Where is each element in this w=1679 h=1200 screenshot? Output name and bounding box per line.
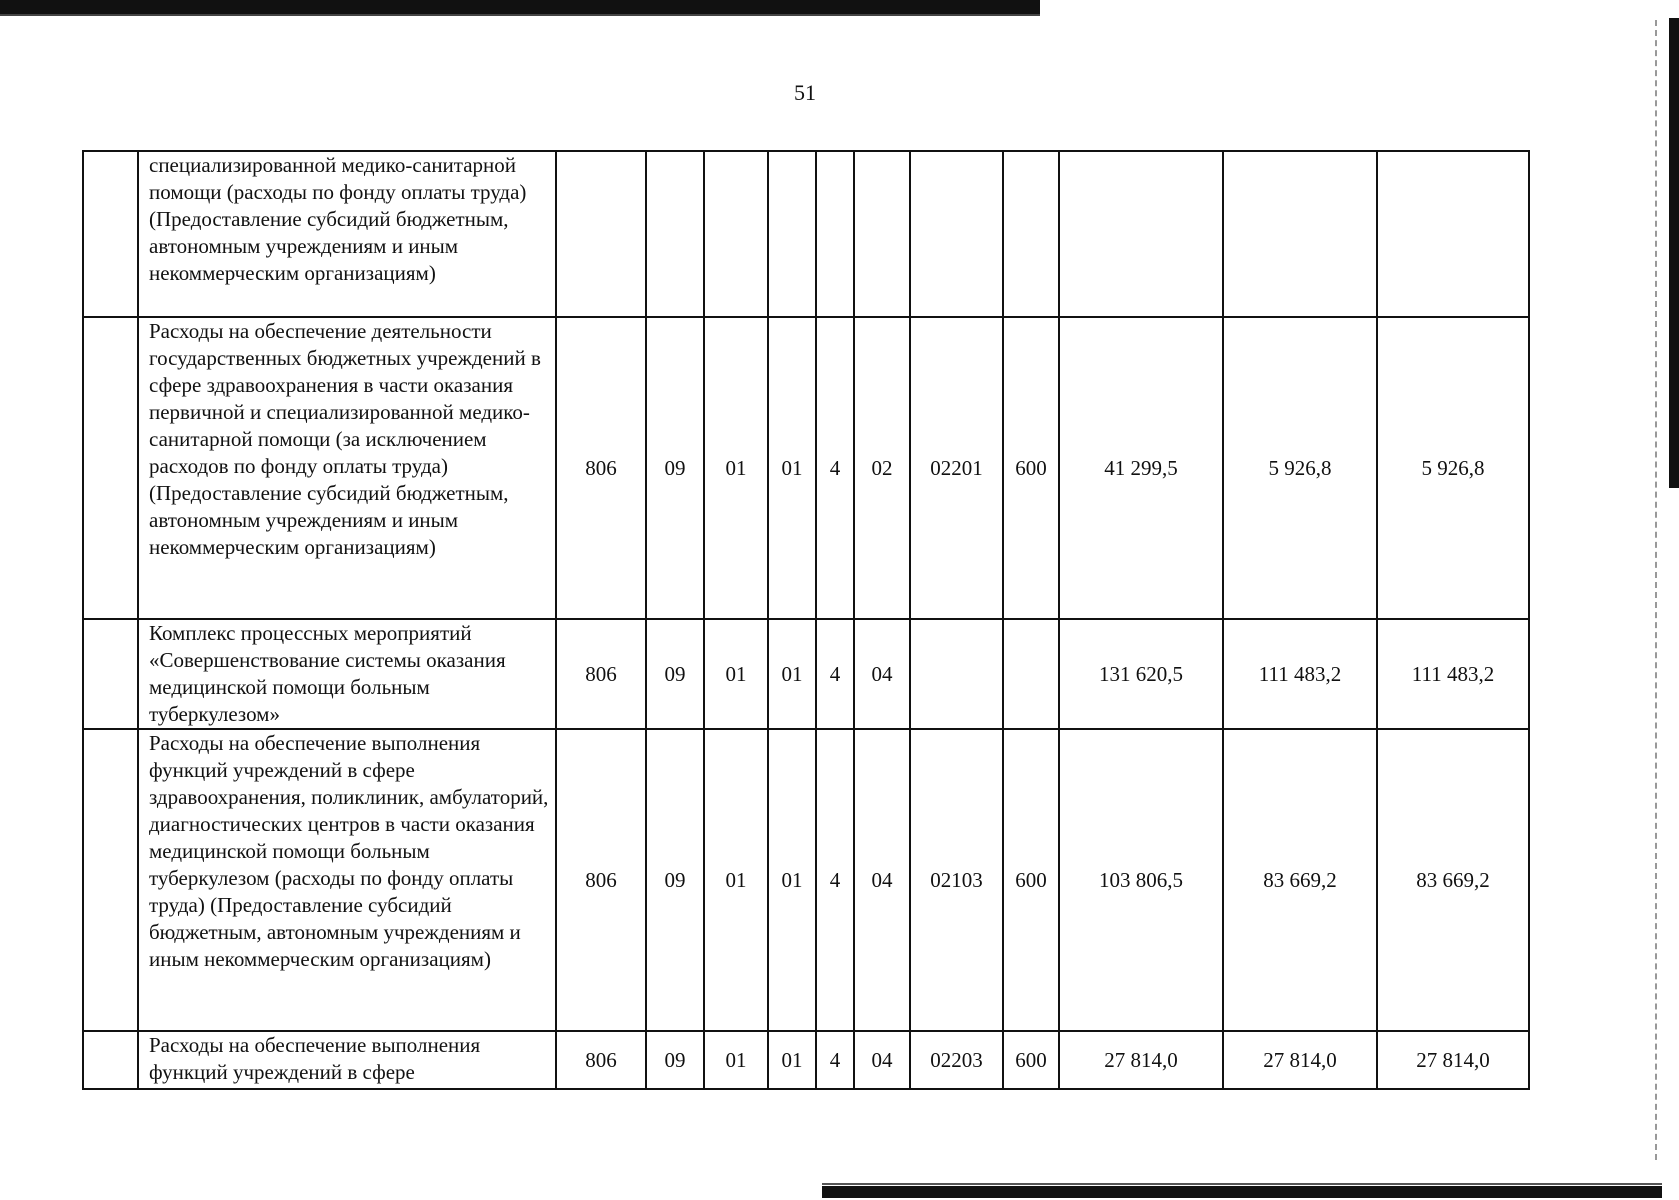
program-code-cell: 01 <box>768 729 816 1031</box>
direction-code-cell: 02103 <box>910 729 1003 1031</box>
amount-3-cell: 27 814,0 <box>1377 1031 1529 1089</box>
description-cell: Расходы на обеспечение деятельности государственных бюджетных учреждений в сфере здравоохранения в части оказания первичной и специализированной медико-санитарной помощи (за исключением расходов по фонду оплаты труда) (Предоставление субсидий бюджетным, автономным учреждениям и иным некоммерческим организациям) <box>138 317 556 619</box>
program-type-cell <box>816 151 854 317</box>
direction-code-cell <box>910 151 1003 317</box>
scan-border-top <box>0 0 1040 14</box>
subsection-code-cell: 01 <box>704 1031 768 1089</box>
ministry-code-cell: 806 <box>556 729 646 1031</box>
budget-table <box>82 150 1530 1090</box>
row-number-cell <box>83 1031 138 1089</box>
subsection-code-cell <box>704 151 768 317</box>
direction-code-cell <box>910 619 1003 729</box>
direction-code-cell: 02203 <box>910 1031 1003 1089</box>
row-number-cell <box>83 729 138 1031</box>
scan-border-bottom <box>822 1186 1662 1198</box>
amount-2-cell <box>1223 151 1377 317</box>
amount-1-cell: 27 814,0 <box>1059 1031 1223 1089</box>
section-code-cell <box>646 151 704 317</box>
program-code-cell <box>768 151 816 317</box>
table-row <box>83 151 1529 317</box>
amount-1-cell: 41 299,5 <box>1059 317 1223 619</box>
ministry-code-cell: 806 <box>556 1031 646 1089</box>
scan-border-right <box>1669 18 1679 488</box>
expense-type-cell <box>1003 619 1059 729</box>
expense-type-cell: 600 <box>1003 729 1059 1031</box>
expense-type-cell: 600 <box>1003 1031 1059 1089</box>
subprogram-code-cell: 04 <box>854 619 910 729</box>
amount-3-cell: 111 483,2 <box>1377 619 1529 729</box>
ministry-code-cell: 806 <box>556 317 646 619</box>
program-code-cell: 01 <box>768 1031 816 1089</box>
section-code-cell: 09 <box>646 1031 704 1089</box>
subprogram-code-cell: 04 <box>854 1031 910 1089</box>
table-row <box>83 729 1529 1031</box>
scan-border-bottom-thin <box>822 1183 1662 1185</box>
description-cell: Комплекс процессных мероприятий «Совершенствование системы оказания медицинской помощи больным туберкулезом» <box>138 619 556 729</box>
row-number-cell <box>83 317 138 619</box>
program-type-cell: 4 <box>816 729 854 1031</box>
table-row <box>83 1031 1529 1089</box>
section-code-cell: 09 <box>646 729 704 1031</box>
amount-3-cell <box>1377 151 1529 317</box>
scan-dashed-line-right <box>1655 20 1657 1160</box>
program-type-cell: 4 <box>816 619 854 729</box>
expense-type-cell: 600 <box>1003 317 1059 619</box>
row-number-cell <box>83 619 138 729</box>
amount-2-cell: 83 669,2 <box>1223 729 1377 1031</box>
subsection-code-cell: 01 <box>704 317 768 619</box>
amount-2-cell: 111 483,2 <box>1223 619 1377 729</box>
amount-2-cell: 27 814,0 <box>1223 1031 1377 1089</box>
description-cell: Расходы на обеспечение выполнения функций учреждений в сфере здравоохранения, поликлиник, амбулаторий, диагностических центров в части оказания медицинской помощи больным туберкулезом (расходы по фонду оплаты труда) (Предоставление субсидий бюджетным, автономным учреждениям и иным некоммерческим организациям) <box>138 729 556 1031</box>
description-cell: специализированной медико-санитарной помощи (расходы по фонду оплаты труда) (Предоставление субсидий бюджетным, автономным учреждениям и иным некоммерческим организациям) <box>138 151 556 317</box>
expense-type-cell <box>1003 151 1059 317</box>
program-code-cell: 01 <box>768 619 816 729</box>
subprogram-code-cell: 04 <box>854 729 910 1031</box>
page-number: 51 <box>794 80 816 105</box>
amount-1-cell: 103 806,5 <box>1059 729 1223 1031</box>
amount-2-cell: 5 926,8 <box>1223 317 1377 619</box>
amount-1-cell: 131 620,5 <box>1059 619 1223 729</box>
table-row <box>83 619 1529 729</box>
amount-3-cell: 5 926,8 <box>1377 317 1529 619</box>
amount-1-cell <box>1059 151 1223 317</box>
amount-3-cell: 83 669,2 <box>1377 729 1529 1031</box>
description-cell: Расходы на обеспечение выполнения функций учреждений в сфере <box>138 1031 556 1089</box>
section-code-cell: 09 <box>646 619 704 729</box>
section-code-cell: 09 <box>646 317 704 619</box>
direction-code-cell: 02201 <box>910 317 1003 619</box>
scan-border-top-thin <box>0 14 1040 16</box>
subprogram-code-cell: 02 <box>854 317 910 619</box>
program-type-cell: 4 <box>816 1031 854 1089</box>
subsection-code-cell: 01 <box>704 729 768 1031</box>
program-type-cell: 4 <box>816 317 854 619</box>
row-number-cell <box>83 151 138 317</box>
program-code-cell: 01 <box>768 317 816 619</box>
ministry-code-cell: 806 <box>556 619 646 729</box>
subprogram-code-cell <box>854 151 910 317</box>
ministry-code-cell <box>556 151 646 317</box>
table-row <box>83 317 1529 619</box>
subsection-code-cell: 01 <box>704 619 768 729</box>
